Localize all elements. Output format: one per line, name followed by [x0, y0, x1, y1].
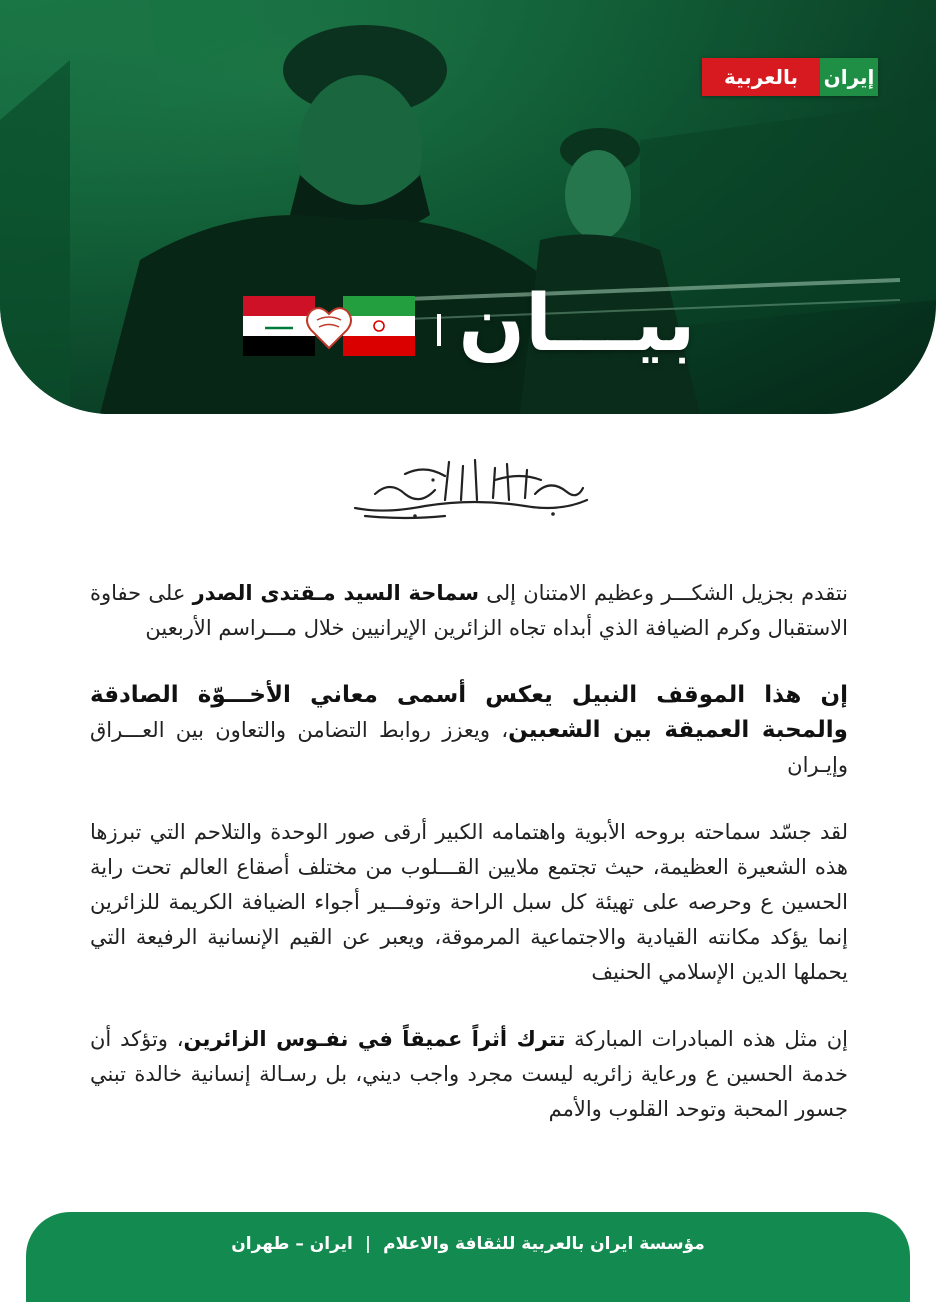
p4-text-end: ، وتؤكد أن خدمة الحسين ع ورعاية زائريه ليست مجرد واجب ديني، بل رسـالة إنسانية خالدة تبني جسور المحبة وتوحد القلوب والأمم — [90, 1027, 848, 1121]
logo-red-part: بالعربية — [702, 58, 820, 96]
footer-bar — [26, 1212, 910, 1302]
basmala-calligraphy — [345, 450, 595, 524]
p4-text-start: إن مثل هذه المبادرات المباركة — [565, 1027, 849, 1051]
footer-location: ايران – طهران — [231, 1234, 353, 1254]
footer-separator: | — [364, 1234, 372, 1254]
statement-body — [90, 576, 848, 1159]
logo-green-part: إيران — [820, 58, 878, 96]
p1-text-end: على حفاوة الاستقبال وكرم الضيافة الذي أبداه تجاه الزائرين الإيرانيين خلال مـــراسم الأربعين — [90, 581, 848, 640]
paragraph-embodiment — [90, 815, 848, 990]
p1-text-start: نتقدم بجزيل الشكـــر وعظيم الامتنان إلى — [479, 581, 849, 605]
paragraph-initiatives — [90, 1022, 848, 1127]
hero-banner — [0, 0, 936, 414]
p3-text: لقد جسّد سماحته بروحه الأبوية واهتمامه الكبير أرقى صور الوحدة والتلاحم التي تبرزها هذه الشعيرة العظيمة، حيث تجتمع ملايين القـــلوب من مختلف أصقاع العالم تحت راية الحسين ع وحرصه على تهيئة كل سبل الراحة وتوفـــير أجواء الضيافة الكريمة للزائرين إنما يؤكد مكانته القيادية والاجتماعية المرموقة، ويعبر عن القيم الإنسانية الرفيعة التي يحملها الدين الإسلامي الحنيف — [90, 820, 848, 984]
brand-logo — [702, 58, 878, 96]
p2-bold: إن هذا الموقف النبيل يعكس أسمى معاني الأخـــوّة الصادقة والمحبة العميقة بين الشعبين — [90, 682, 848, 743]
paragraph-thanks — [90, 576, 848, 646]
title-separator — [437, 314, 441, 346]
iraq-iran-flags-emblem — [243, 296, 415, 356]
p2-text-end: ، ويعزز روابط التضامن والتعاون بين العـــراق وإيـران — [90, 718, 848, 777]
paragraph-position — [90, 678, 848, 783]
page-title: بيـــان — [458, 279, 696, 369]
p1-bold: سماحة السيد مـقتدى الصدر — [192, 581, 480, 605]
p4-bold: تترك أثراً عميقاً في نفـوس الزائرين — [183, 1027, 566, 1051]
footer-org: مؤسسة ايران بالعربية للثقافة والاعلام — [383, 1234, 705, 1254]
